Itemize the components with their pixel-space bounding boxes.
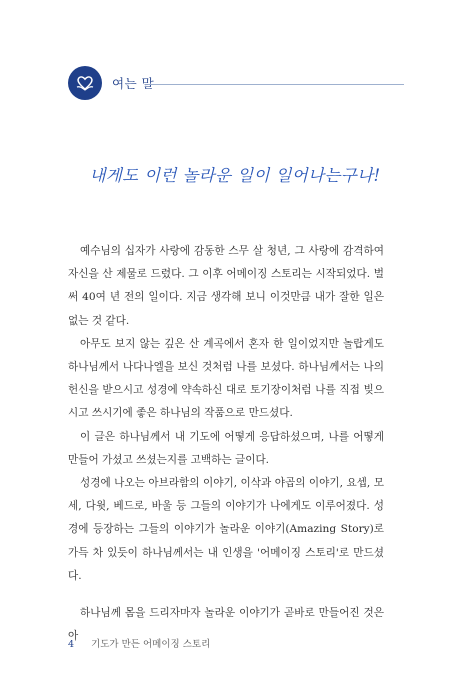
section-header bbox=[68, 66, 154, 100]
paragraph: 이 글은 하나님께서 내 기도에 어떻게 응답하셨으며, 나를 어떻게 만들어 가셨고 쓰셨는지를 고백하는 글이다. bbox=[68, 430, 384, 466]
running-title: 기도가 만든 어메이징 스토리 bbox=[91, 639, 211, 650]
heart-hands-icon bbox=[74, 72, 96, 94]
paragraph: 아무도 보지 않는 깊은 산 계곡에서 혼자 한 일이었지만 놀랍게도 하나님께서 나다나엘을 보신 것처럼 나를 보셨다. 하나님께서는 나의 헌신을 받으시고 성경에 약속하신 대로 토기장이처럼 나를 직접 빚으시고 쓰시기에 좋은 하나님의 작품으로 만드셨다. bbox=[68, 337, 384, 420]
section-label: 여는 말 bbox=[112, 76, 155, 91]
page-footer bbox=[68, 636, 210, 650]
paragraph: 하나님께 몸을 드리자마자 놀라운 이야기가 곧바로 만들어진 것은 아 bbox=[68, 607, 384, 643]
page-heading: 내게도 이런 놀라운 일이 일어나는구나! bbox=[89, 166, 381, 185]
paragraph: 예수님의 십자가 사랑에 감동한 스무 살 청년, 그 사랑에 감격하여 자신을 산 제물로 드렸다. 그 이후 어메이징 스토리는 시작되었다. 벌써 40여 년 전의 일이다. 지금 생각해 보니 이것만큼 내가 잘한 일은 없는 것 같다. bbox=[68, 245, 384, 327]
paragraph: 성경에 나오는 아브라함의 이야기, 이삭과 야곱의 이야기, 요셉, 모세, 다윗, 베드로, 바울 등 그들의 이야기가 나에게도 이루어졌다. 성경에 등장하는 그들의 이야기가 놀라운 이야기(Amazing Story)로 가득 차 있듯이 하나님께서는 내 인생을 '어메이징 스토리'로 만드셨다. bbox=[68, 477, 384, 582]
header-rule bbox=[148, 84, 404, 85]
section-badge bbox=[68, 66, 102, 100]
body-text bbox=[68, 240, 384, 648]
page-number: 4 bbox=[68, 639, 75, 650]
